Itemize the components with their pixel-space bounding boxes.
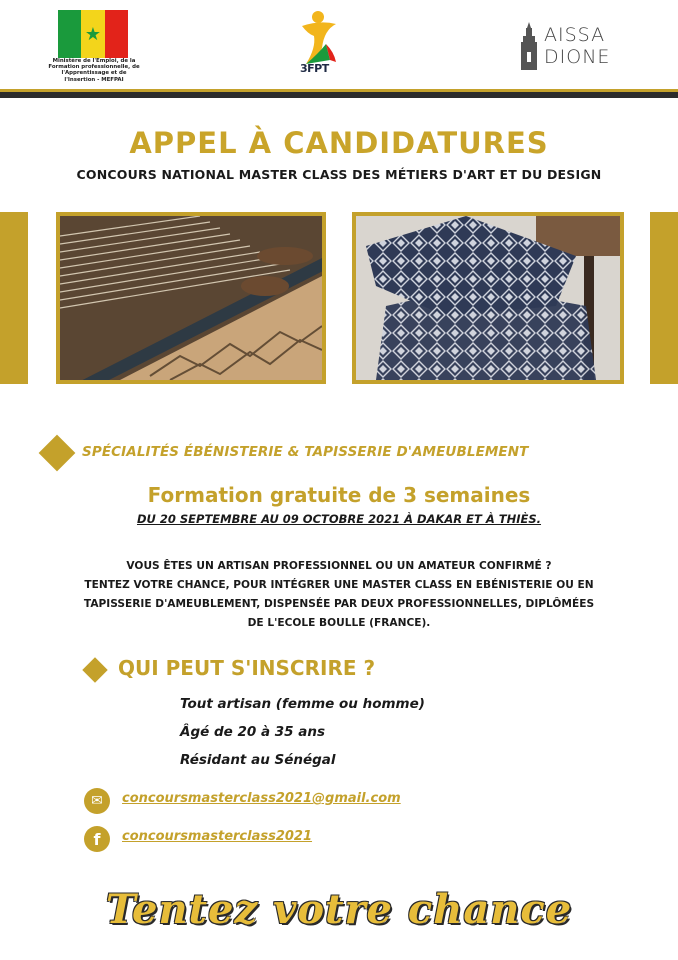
dione-text: DIONE [544, 46, 611, 68]
email-link[interactable]: concoursmasterclass2021@gmail.com [122, 791, 401, 806]
tower-icon [520, 22, 538, 70]
weaving-loom-photo [56, 212, 326, 384]
mail-icon: ✉ [84, 788, 110, 814]
left-gold-bar [0, 212, 28, 384]
qui-heading: QUI PEUT S'INSCRIRE ? [118, 656, 376, 680]
paragraph-line-4: DE L'ECOLE BOULLE (FRANCE). [247, 617, 431, 629]
criterion-item: Âgé de 20 à 35 ans [180, 724, 326, 740]
slogan: Tentez votre chance [105, 886, 573, 933]
3fpt-label: 3FPT [300, 62, 329, 75]
diamond-bullet-icon [39, 435, 76, 472]
senegal-flag-icon [58, 10, 128, 58]
paragraph-line-2: TENTEZ VOTRE CHANCE, POUR INTÉGRER UNE MASTER CLASS EN EBÉNISTERIE OU EN [84, 579, 594, 591]
facebook-link[interactable]: concoursmasterclass2021 [122, 829, 313, 844]
facebook-icon: f [84, 826, 110, 852]
header [0, 0, 678, 96]
paragraph-line-1: VOUS ÊTES UN ARTISAN PROFESSIONNEL OU UN AMATEUR CONFIRMÉ ? [126, 560, 552, 572]
criterion-item: Résidant au Sénégal [180, 752, 336, 768]
ministry-text: Ministère de l'Emploi, de la Formation professionnelle, de l'Apprentissage et de l'Insertion - MEFPAI [48, 58, 140, 83]
page-title: APPEL À CANDIDATURES [129, 126, 549, 160]
paragraph-line-3: TAPISSERIE D'AMEUBLEMENT, DISPENSÉE PAR DEUX PROFESSIONNELLES, DIPLÔMÉES [83, 598, 595, 610]
right-gold-bar [650, 212, 678, 384]
specialites-heading: SPÉCIALITÉS ÉBÉNISTERIE & TAPISSERIE D'AMEUBLEMENT [82, 444, 529, 460]
formation-heading: Formation gratuite de 3 semaines [147, 483, 531, 507]
cushion-photo [352, 212, 624, 384]
dates-text: DU 20 SEPTEMBRE AU 09 OCTOBRE 2021 À DAKAR ET À THIÈS. [136, 512, 542, 526]
description-paragraph [40, 557, 638, 633]
aissa-text: AISSA [544, 24, 606, 46]
star-icon: ★ [84, 23, 102, 45]
page-subtitle: CONCOURS NATIONAL MASTER CLASS DES MÉTIERS D'ART ET DU DESIGN [76, 167, 602, 182]
diamond-bullet-icon [82, 657, 107, 682]
criterion-item: Tout artisan (femme ou homme) [180, 696, 425, 712]
header-divider-dark [0, 92, 678, 98]
